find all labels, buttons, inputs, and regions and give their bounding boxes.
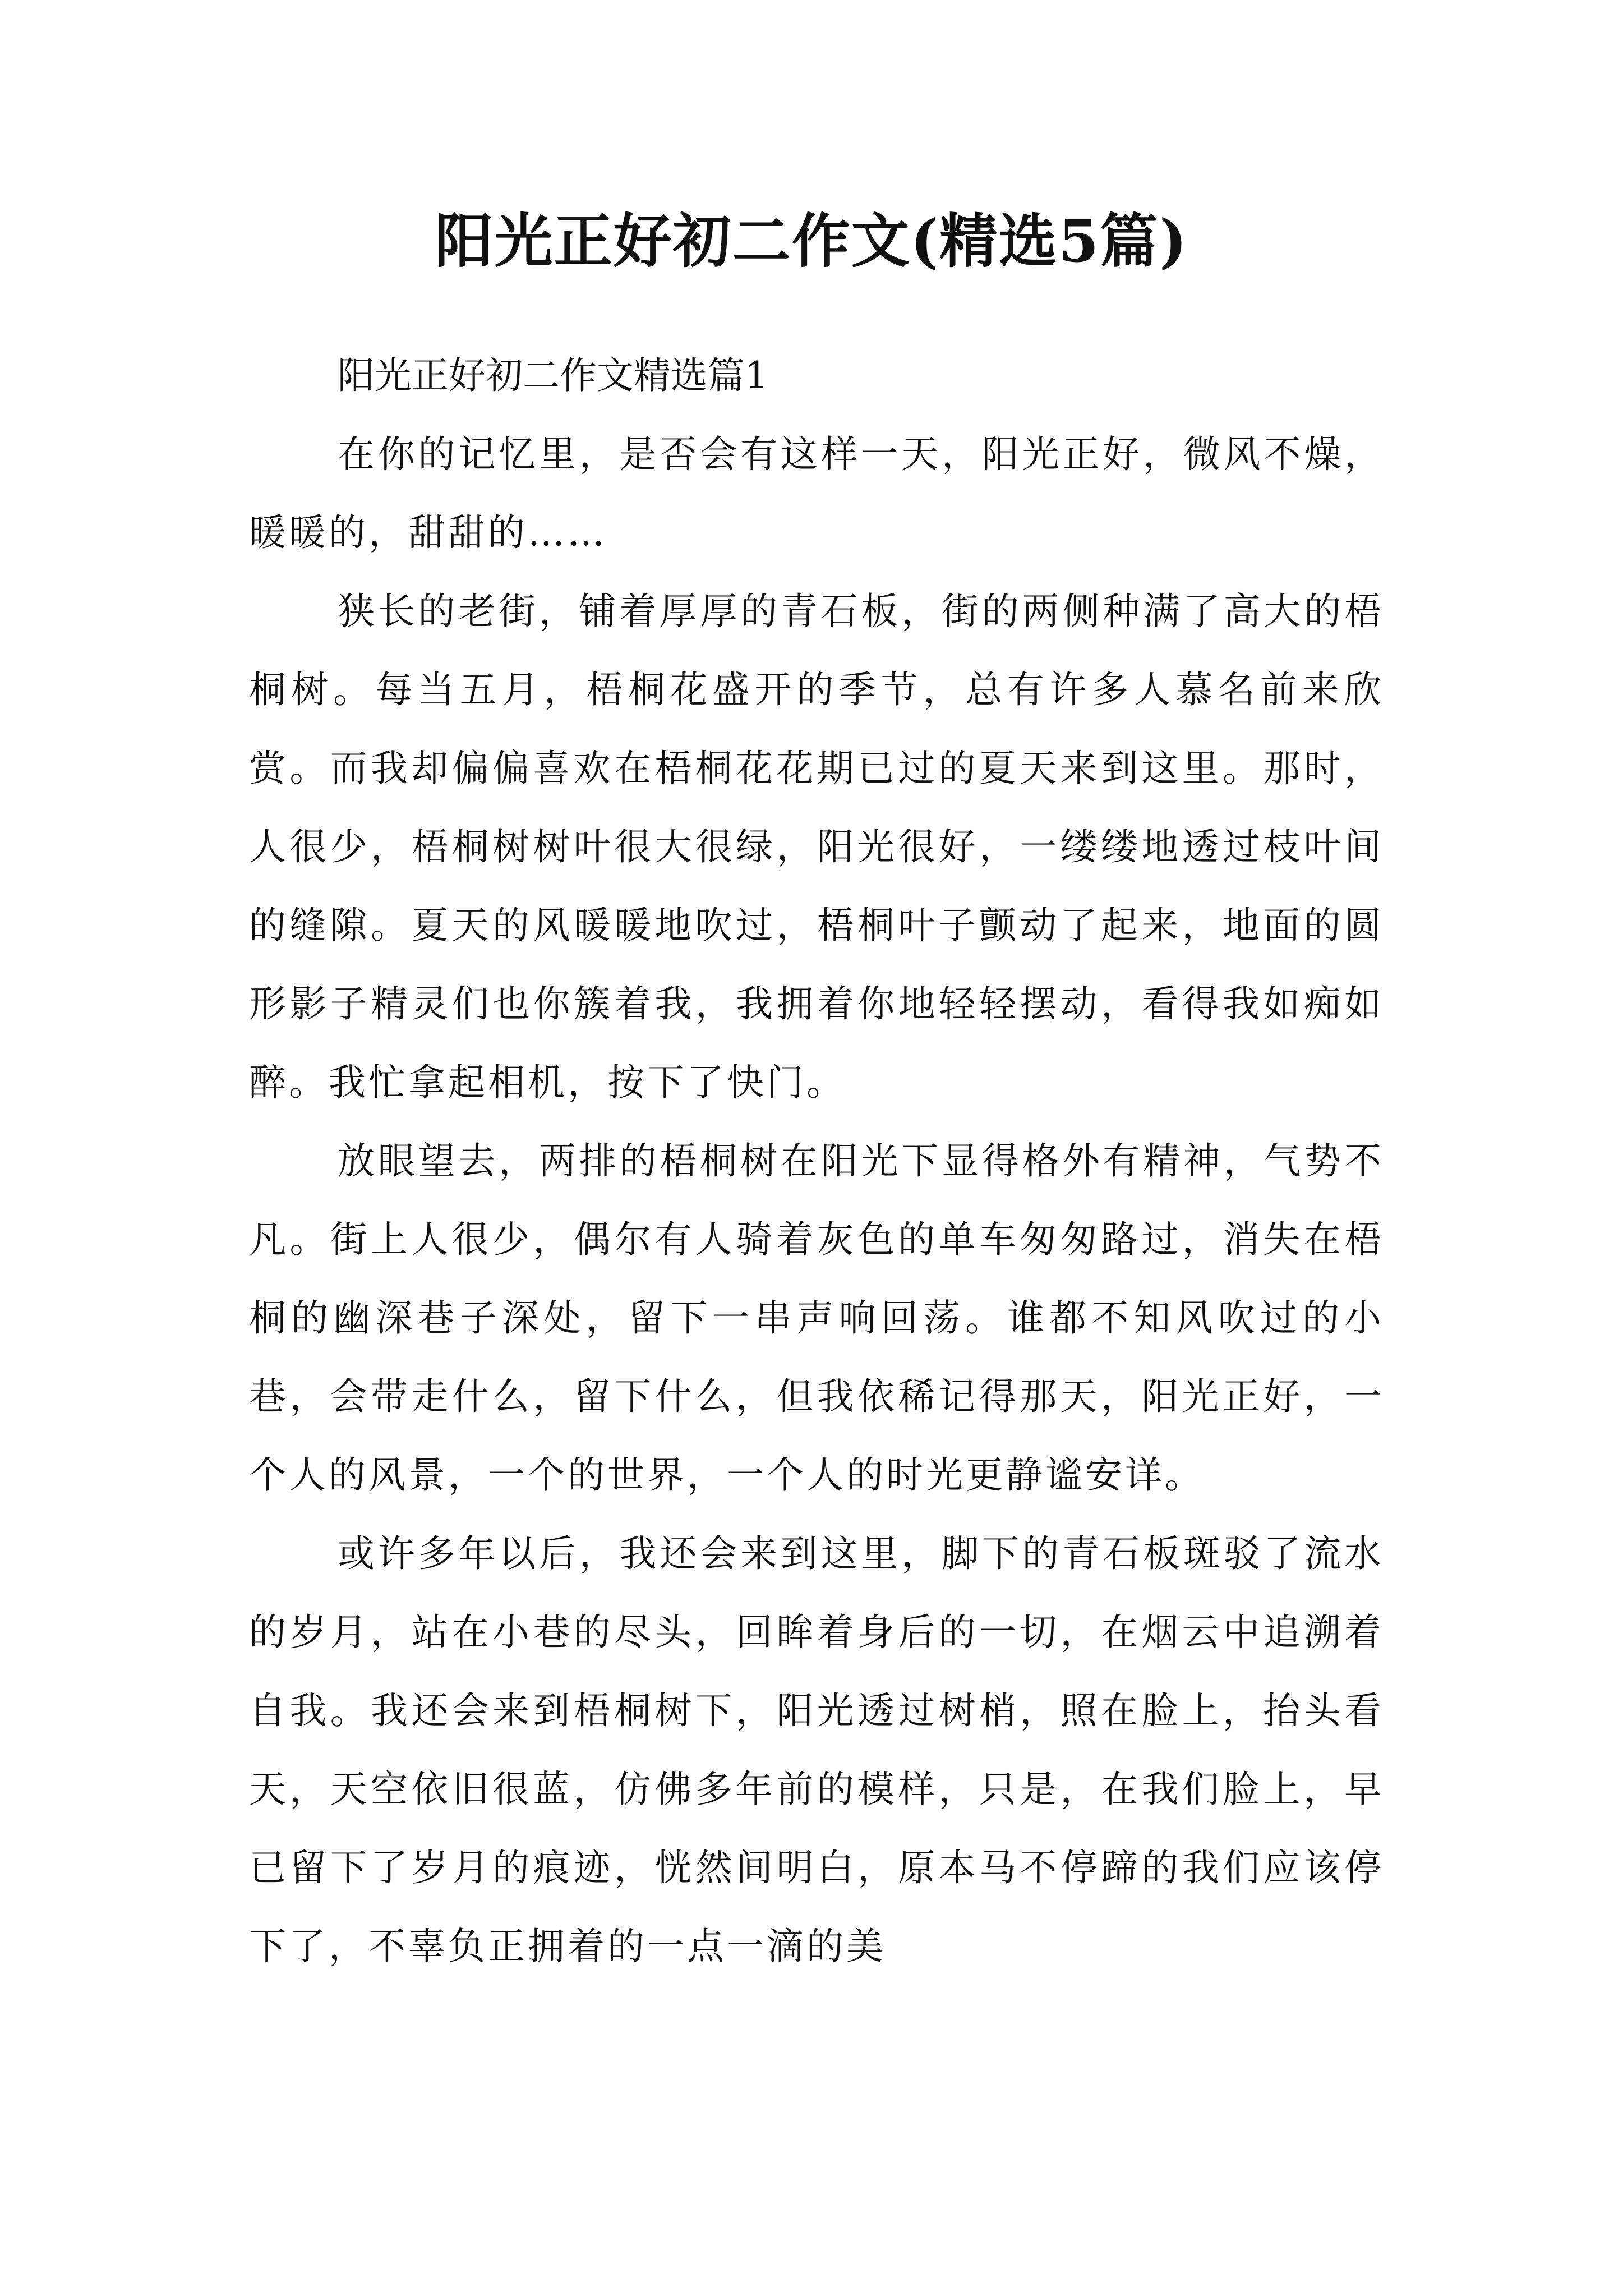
document-body <box>249 337 1384 1986</box>
paragraph-3: 放眼望去，两排的梧桐树在阳光下显得格外有精神，气势不凡。街上人很少，偶尔有人骑着灰色的单车匆匆路过，消失在梧桐的幽深巷子深处，留下一串声响回荡。谁都不知风吹过的小巷，会带走什么，留下什么，但我依稀记得那天，阳光正好，一个人的风景，一个的世界，一个人的时光更静谧安详。 <box>249 1139 1384 1497</box>
paragraph-2: 狭长的老街，铺着厚厚的青石板，街的两侧种满了高大的梧桐树。每当五月，梧桐花盛开的季节，总有许多人慕名前来欣赏。而我却偏偏喜欢在梧桐花花期已过的夏天来到这里。那时，人很少，梧桐树树叶很大很绿，阳光很好，一缕缕地透过枝叶间的缝隙。夏天的风暖暖地吹过，梧桐叶子颤动了起来，地面的圆形影子精灵们也你簇着我，我拥着你地轻轻摆动，看得我如痴如醉。我忙拿起相机，按下了快门。 <box>249 590 1384 1104</box>
paragraph-1: 在你的记忆里，是否会有这样一天，阳光正好，微风不燥，暖暖的，甜甜的…… <box>249 432 1384 554</box>
section-heading: 阳光正好初二作文精选篇1 <box>338 354 768 397</box>
paragraph-4: 或许多年以后，我还会来到这里，脚下的青石板斑驳了流水的岁月，站在小巷的尽头，回眸着身后的一切，在烟云中追溯着自我。我还会来到梧桐树下，阳光透过树梢，照在脸上，抬头看天，天空依旧很蓝，仿佛多年前的模样，只是，在我们脸上，早已留下了岁月的痕迹，恍然间明白，原本马不停蹄的我们应该停下了，不辜负正拥着的一点一滴的美 <box>249 1532 1384 1968</box>
document-title: 阳光正好初二作文(精选5篇) <box>435 206 1188 275</box>
